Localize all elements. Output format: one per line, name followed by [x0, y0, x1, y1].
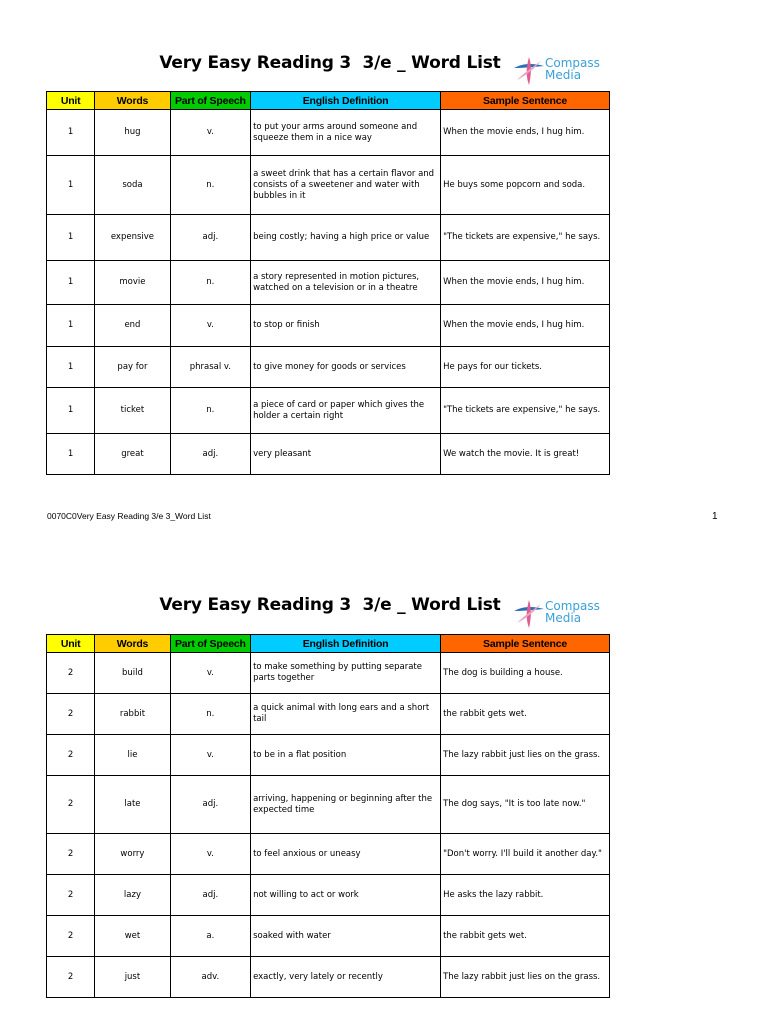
cell-unit: 2: [47, 916, 95, 957]
compass-star-icon: [511, 54, 547, 88]
logo-text: [545, 57, 600, 81]
cell-word: expensive: [95, 215, 170, 261]
cell-word: great: [95, 434, 170, 475]
cell-part-of-speech: adv.: [170, 957, 250, 998]
cell-unit: 1: [47, 388, 95, 434]
table-row: [47, 875, 610, 916]
cell-word: just: [95, 957, 170, 998]
cell-definition: being costly; having a high price or value: [251, 215, 441, 261]
cell-sample-sentence: the rabbit gets wet.: [441, 916, 610, 957]
cell-part-of-speech: v.: [170, 305, 250, 347]
cell-sample-sentence: We watch the movie. It is great!: [441, 434, 610, 475]
table-row: [47, 957, 610, 998]
cell-part-of-speech: n.: [170, 156, 250, 215]
header-words: Words: [95, 635, 170, 653]
cell-part-of-speech: v.: [170, 735, 250, 776]
table-row: [47, 388, 610, 434]
cell-part-of-speech: v.: [170, 653, 250, 694]
cell-sample-sentence: The dog says, "It is too late now.": [441, 776, 610, 834]
cell-sample-sentence: He asks the lazy rabbit.: [441, 875, 610, 916]
header-english-definition: English Definition: [251, 635, 441, 653]
cell-word: wet: [95, 916, 170, 957]
cell-part-of-speech: v.: [170, 834, 250, 875]
cell-definition: to put your arms around someone and squeeze them in a nice way: [251, 110, 441, 156]
compass-media-logo: [511, 54, 603, 88]
header-part-of-speech: Part of Speech: [170, 92, 250, 110]
cell-part-of-speech: v.: [170, 110, 250, 156]
table-row: [47, 156, 610, 215]
cell-sample-sentence: "The tickets are expensive," he says.: [441, 215, 610, 261]
cell-part-of-speech: adj.: [170, 215, 250, 261]
cell-word: hug: [95, 110, 170, 156]
cell-part-of-speech: a.: [170, 916, 250, 957]
logo-line-media: Media: [545, 611, 582, 625]
cell-sample-sentence: the rabbit gets wet.: [441, 694, 610, 735]
cell-sample-sentence: When the movie ends, I hug him.: [441, 261, 610, 305]
compass-media-logo: [511, 597, 603, 631]
logo-line-compass: Compass: [545, 599, 600, 613]
footer-file-name: 0070C0Very Easy Reading 3/e 3_Word List: [47, 511, 211, 521]
cell-word: movie: [95, 261, 170, 305]
header-unit: Unit: [47, 92, 95, 110]
cell-part-of-speech: n.: [170, 388, 250, 434]
header-sample-sentence: Sample Sentence: [441, 92, 610, 110]
cell-sample-sentence: "The tickets are expensive," he says.: [441, 388, 610, 434]
page-title: Very Easy Reading 3 3/e _ Word List: [159, 53, 501, 73]
cell-word: soda: [95, 156, 170, 215]
cell-unit: 1: [47, 110, 95, 156]
logo-line-media: Media: [545, 68, 582, 82]
cell-sample-sentence: The dog is building a house.: [441, 653, 610, 694]
cell-unit: 2: [47, 653, 95, 694]
cell-word: end: [95, 305, 170, 347]
cell-sample-sentence: He pays for our tickets.: [441, 347, 610, 388]
cell-definition: to feel anxious or uneasy: [251, 834, 441, 875]
cell-definition: arriving, happening or beginning after the expected time: [251, 776, 441, 834]
logo-line-compass: Compass: [545, 56, 600, 70]
table-row: [47, 653, 610, 694]
cell-definition: a piece of card or paper which gives the holder a certain right: [251, 388, 441, 434]
cell-word: worry: [95, 834, 170, 875]
cell-definition: to be in a flat position: [251, 735, 441, 776]
cell-sample-sentence: The lazy rabbit just lies on the grass.: [441, 957, 610, 998]
header-words: Words: [95, 92, 170, 110]
table-row: [47, 776, 610, 834]
cell-word: lie: [95, 735, 170, 776]
cell-sample-sentence: When the movie ends, I hug him.: [441, 110, 610, 156]
cell-part-of-speech: adj.: [170, 875, 250, 916]
word-table: [46, 91, 610, 475]
header-part-of-speech: Part of Speech: [170, 635, 250, 653]
table-row: [47, 434, 610, 475]
cell-part-of-speech: n.: [170, 261, 250, 305]
cell-part-of-speech: n.: [170, 694, 250, 735]
cell-word: lazy: [95, 875, 170, 916]
cell-sample-sentence: The lazy rabbit just lies on the grass.: [441, 735, 610, 776]
compass-star-icon: [511, 597, 547, 631]
cell-unit: 2: [47, 735, 95, 776]
logo-text: [545, 600, 600, 624]
cell-unit: 2: [47, 875, 95, 916]
cell-definition: a quick animal with long ears and a short tail: [251, 694, 441, 735]
cell-definition: not willing to act or work: [251, 875, 441, 916]
cell-sample-sentence: When the movie ends, I hug him.: [441, 305, 610, 347]
table-row: [47, 694, 610, 735]
cell-part-of-speech: adj.: [170, 776, 250, 834]
cell-definition: to stop or finish: [251, 305, 441, 347]
cell-unit: 1: [47, 347, 95, 388]
table-row: [47, 110, 610, 156]
cell-definition: to make something by putting separate parts together: [251, 653, 441, 694]
header-english-definition: English Definition: [251, 92, 441, 110]
cell-definition: a sweet drink that has a certain flavor and consists of a sweetener and water with bubbles in it: [251, 156, 441, 215]
cell-sample-sentence: He buys some popcorn and soda.: [441, 156, 610, 215]
cell-word: pay for: [95, 347, 170, 388]
header-row: [47, 92, 610, 110]
cell-word: rabbit: [95, 694, 170, 735]
cell-word: late: [95, 776, 170, 834]
table-row: [47, 916, 610, 957]
header-sample-sentence: Sample Sentence: [441, 635, 610, 653]
cell-definition: a story represented in motion pictures, watched on a television or in a theatre: [251, 261, 441, 305]
cell-sample-sentence: "Don't worry. I'll build it another day.": [441, 834, 610, 875]
table-row: [47, 215, 610, 261]
cell-unit: 2: [47, 776, 95, 834]
cell-unit: 2: [47, 834, 95, 875]
table-row: [47, 834, 610, 875]
cell-unit: 1: [47, 305, 95, 347]
cell-word: build: [95, 653, 170, 694]
cell-unit: 1: [47, 215, 95, 261]
page-title: Very Easy Reading 3 3/e _ Word List: [159, 595, 501, 615]
word-table: [46, 634, 610, 998]
cell-part-of-speech: adj.: [170, 434, 250, 475]
header-row: [47, 635, 610, 653]
cell-unit: 2: [47, 957, 95, 998]
footer-page-number: 1: [712, 511, 718, 522]
cell-part-of-speech: phrasal v.: [170, 347, 250, 388]
cell-unit: 2: [47, 694, 95, 735]
cell-definition: to give money for goods or services: [251, 347, 441, 388]
table-row: [47, 305, 610, 347]
cell-unit: 1: [47, 261, 95, 305]
cell-word: ticket: [95, 388, 170, 434]
cell-definition: very pleasant: [251, 434, 441, 475]
header-unit: Unit: [47, 635, 95, 653]
table-row: [47, 735, 610, 776]
cell-unit: 1: [47, 434, 95, 475]
table-row: [47, 347, 610, 388]
cell-definition: exactly, very lately or recently: [251, 957, 441, 998]
table-row: [47, 261, 610, 305]
cell-definition: soaked with water: [251, 916, 441, 957]
cell-unit: 1: [47, 156, 95, 215]
